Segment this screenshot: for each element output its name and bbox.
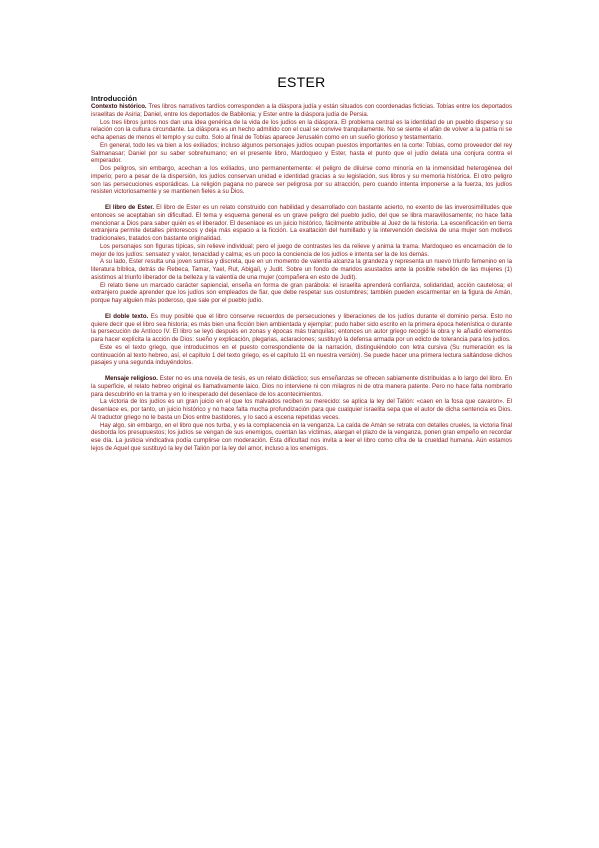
section-lead-book-of-esther: El libro de Ester. bbox=[105, 204, 155, 211]
paragraph-text: El libro de Ester es un relato construido con habilidad y desarrollado con bastante acierto, no exento de las inverosimilitudes que entonces se aceptaban sin dificultad. El tema y esquema general es un grave peligro del pueblo judío, del que se libra maravillosamente; no hace falta mencionar a Dios para saber quién es el liberador. El desenlace es un juicio histórico, fácilmente atribuible al Juez de la historia. La escenificación en tierra extranjera permite detalles pintorescos y deja más espacio a la ficción. La exaltación del humillado y la intervención decisiva de una mujer son motivos tradicionales, tratados con bastante originalidad. bbox=[91, 204, 513, 242]
paragraph-text: Ester no es una novela de tesis, es un relato didáctico; sus enseñanzas se ofrecen sabiamente distribuidas a lo largo del libro. En la superficie, el relato hebreo original es llamativamente laico. Dios no interviene ni con milagros ni de otra manera patente. Pero no hace falta nombrarlo para descubrirlo en la trama y en lo inesperado del desenlace de los acontecimientos. bbox=[91, 375, 512, 398]
document-title: ESTER bbox=[277, 74, 326, 90]
section-lead-historical-context: Contexto histórico. bbox=[91, 103, 147, 110]
paragraph: Hay algo, sin embargo, en el libro que nos turba, y es la complacencia en la venganza. La caída de Amán se retrata con detalles crueles, la victoria final desborda los presupuestos; los judíos se vengan de sus enemigos, cuentan las víctimas, alargan el plazo de la venganza, ponen gran empeño en recordar ese día. La justicia vindicativa podía cumplirse con moderación. Esta dificultad nos invita a leer el libro como cifra de la crueldad humana. Aún estamos lejos de Aquel que sustituyó la ley del Talión por la ley del amor, incluso a los enemigos. bbox=[91, 421, 512, 452]
section-lead-religious-message: Mensaje religioso. bbox=[105, 375, 158, 382]
paragraph: Dos peligros, sin embargo, acechan a los exiliados, uno permanentemente: el peligro de diluirse como minoría en la inmensidad heterogénea del imperio; pero a pesar de la dispersión, los judíos conservan unidad e identidad gracias a su legislación, sus libros y su memoria histórica. El otro peligro son las persecuciones esporádicas. La religión pagana no parece ser peligrosa por su atracción, pero cuando intenta imponerse a la fuerza, los judíos resisten victoriosamente y se mantienen fieles a su Dios. bbox=[91, 165, 512, 196]
section-gap bbox=[91, 367, 512, 375]
paragraph bbox=[91, 375, 512, 398]
intro-heading: Introducción bbox=[91, 94, 137, 103]
paragraph: Los personajes son figuras típicas, sin relieve individual; pero el juego de contrastes les da relieve y anima la trama. Mardoqueo es encarnación de lo mejor de los judíos: sensatez y valor, tenacidad y calma; es un poco la conciencia de los judíos e intenta ser la de los demás. bbox=[91, 242, 512, 258]
section-gap bbox=[91, 196, 512, 204]
paragraph-text: Es muy posible que el libro conserve recuerdos de persecuciones y liberaciones de los judíos durante el dominio persa. Esto no quiere decir que el libro sea historia; es más bien una ficción bien ambientada y ejemplar; pudo haber sido escrito en la primera época helenística o durante la persecución de Antíoco IV. El libro se leyó despuès en zonas y épocas más tranquilas; entonces un autor griego recogió la obra y le añadió elementos para hacer explícita la acción de Dios: sueño y explicación, plegarias, aclaraciones; sustituyó la defensa armada por un edicto de tolerancia para los judíos. bbox=[91, 312, 512, 343]
paragraph: La victoria de los judíos es un gran juicio en el que los malvados reciben su merecido: se aplica la ley del Talión: «caen en la fosa que cavaron». El desenlace es, por tanto, un juicio histórico y no hace falta mucha profundización para que cualquier israelita sepa que el autor de dicha sentencia es Dios. Al traductor griego no le basta un Dios entre bastidores, y lo sacó a escena repetidas veces. bbox=[91, 398, 512, 421]
paragraph bbox=[91, 204, 512, 243]
paragraph: Los tres libros juntos nos dan una idea genérica de la vida de los judíos en la diáspora. El problema central es la identidad de un pueblo disperso y su relación con la cultura circundante. La diáspora es un hecho admitido con el cual se convive tranquilamente. No se siente el afán de volver a la patria ni se echa apenas de menos el templo y su culto. Solo al final de Tobías aparece Jerusalén como en un sueño glorioso y testamentario. bbox=[91, 118, 512, 141]
paragraph bbox=[91, 103, 512, 119]
document-page bbox=[91, 74, 512, 453]
paragraph: Este es el texto griego, que introducimos en el puesto correspondiente de la narración, distinguiéndolo con letra cursiva (Su numeración es la continuación al texto hebreo, así, el capítulo 1 del texto griego, es el capítulo 11 en nuestra versión). Se puede hacer una primera lectura saltándose dichos pasajes y una segunda induyéndolos. bbox=[91, 343, 512, 367]
paragraph: El relato tiene un marcado carácter sapiencial, enseña en forma de gran parábola: el israelita aprenderá confianza, solidaridad, acción cautelosa; el extranjero puede aprender que los judíos son empleados de fiar, que debe respetar sus costumbres; también pueden escarmentar en la figura de Amán, porque hay alguien más poderoso, que sale por el pueblo judío. bbox=[91, 281, 512, 304]
paragraph bbox=[91, 313, 512, 344]
paragraph: En general, todo les va bien a los exiliados; incluso algunos personajes judíos ocupan puestos importantes en la corte: Tobías, como proveedor del rey Salmanasar; Daniel por su saber sobrehumano; en el presente libro, Mardoqueo y Ester, hasta el punto que el judío delata una conjura contra el emperador. bbox=[91, 141, 512, 165]
paragraph-text: Tres libros narrativos tardíos corresponden a la diáspora judía y están situados con coordenadas ficticias. Tobías entre los deportados israelitas de Asiria; Daniel, entre los deportados de Babilonia; y Ester entre la diáspora judía de Persia. bbox=[91, 103, 512, 118]
section-gap bbox=[91, 305, 512, 313]
paragraph: A su lado, Ester resulta una joven sumisa y discreta, que en un momento de valentía alcanza la grandeza y representa un nuevo triunfo femenino en la literatura bíblica, detrás de Rebeca, Tamar, Yael, Rut, Abigaíl, y Judit. Sobre un fondo de maridos asustados ante la posible rebelión de las mujeres (1) asistimos al triunfo liberador de la belleza y la valentía de una mujer (compañera en esto de Judit). bbox=[91, 258, 512, 281]
section-lead-double-text: El doble texto. bbox=[105, 312, 149, 320]
